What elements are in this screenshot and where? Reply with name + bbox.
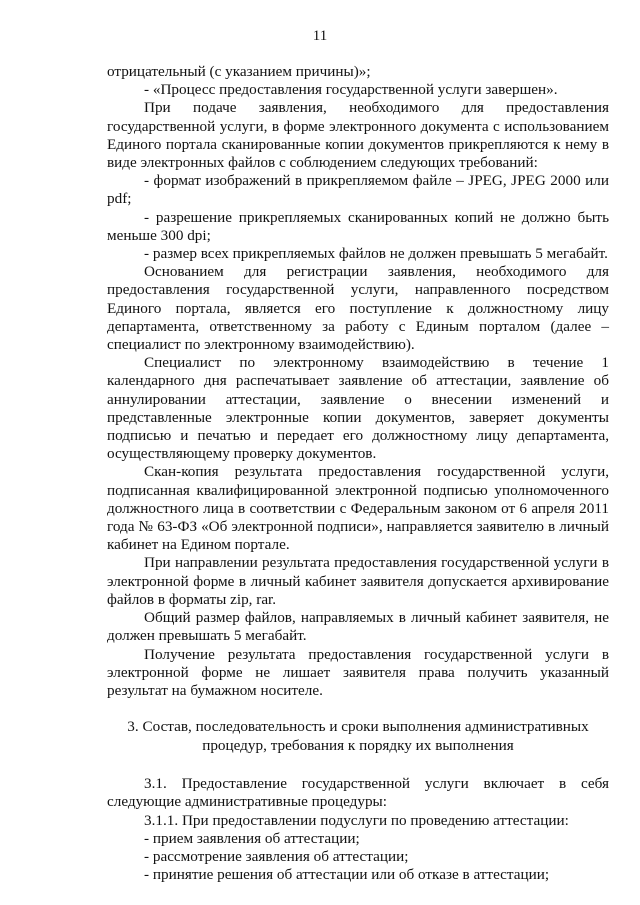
paragraph: - прием заявления об аттестации;	[144, 829, 360, 847]
paragraph: - размер всех прикрепляемых файлов не должен превышать 5 мегабайт.	[144, 245, 608, 263]
paragraph: - формат изображений в прикрепляемом файле – JPEG, JPEG 2000 или pdf;	[107, 172, 609, 208]
paragraph: При подаче заявления, необходимого для предоставления государственной услуги, в форме электронного документа с использованием Единого портала сканированные копии документов прикрепляются к нему в виде электронных файлов с соблюдением следующих требований:	[107, 99, 609, 172]
document-body	[107, 63, 609, 884]
paragraph: Скан-копия результата предоставления государственной услуги, подписанная квалифицированной электронной подписью уполномоченного должностного лица в соответствии с Федеральным законом от 6 апреля 2011 года № 63-ФЗ «Об электронной подписи», направляется заявителю в личный кабинет на Едином портале.	[107, 463, 609, 554]
paragraph: 3.1.1. При предоставлении подуслуги по проведению аттестации:	[144, 811, 569, 829]
section-heading-line2: процедур, требования к порядку их выполнения	[202, 736, 514, 754]
paragraph: Основанием для регистрации заявления, необходимого для предоставления государственной услуги, направленного посредством Единого портала, является его поступление к должностному лицу департамента, ответственному за работу с Единым порталом (далее – специалист по электронному взаимодействию).	[107, 263, 609, 354]
paragraph: При направлении результата предоставления государственной услуги в электронной форме в личный кабинет заявителя допускается архивирование файлов в форматы zip, rar.	[107, 554, 609, 608]
paragraph: - «Процесс предоставления государственной услуги завершен».	[144, 81, 558, 99]
paragraph: - рассмотрение заявления об аттестации;	[144, 847, 409, 865]
section-heading	[107, 718, 609, 755]
paragraph: 3.1. Предоставление государственной услуги включает в себя следующие административные процедуры:	[107, 775, 609, 811]
paragraph: - принятие решения об аттестации или об отказе в аттестации;	[144, 866, 550, 884]
paragraph: Специалист по электронному взаимодействию в течение 1 календарного дня распечатывает заявление об аттестации, заявление об аннулировании аттестации, заявление о внесении изменений и представленные электронные копии документов, заверяет документы подписью и печатью и передает его должностному лицу департамента, осуществляющему проверку документов.	[107, 354, 609, 463]
page-number: 11	[312, 28, 328, 44]
paragraph: Общий размер файлов, направляемых в личный кабинет заявителя, не должен превышать 5 мегабайт.	[107, 609, 609, 645]
paragraphs-bottom	[107, 775, 609, 884]
paragraphs-top	[107, 63, 609, 700]
paragraph: отрицательный (с указанием причины)»;	[107, 63, 371, 80]
section-heading-line1: 3. Состав, последовательность и сроки выполнения административных	[127, 718, 589, 736]
paragraph: - разрешение прикрепляемых сканированных копий не должно быть меньше 300 dpi;	[107, 208, 609, 244]
paragraph: Получение результата предоставления государственной услуги в электронной форме не лишает заявителя права получить указанный результат на бумажном носителе.	[107, 645, 609, 699]
